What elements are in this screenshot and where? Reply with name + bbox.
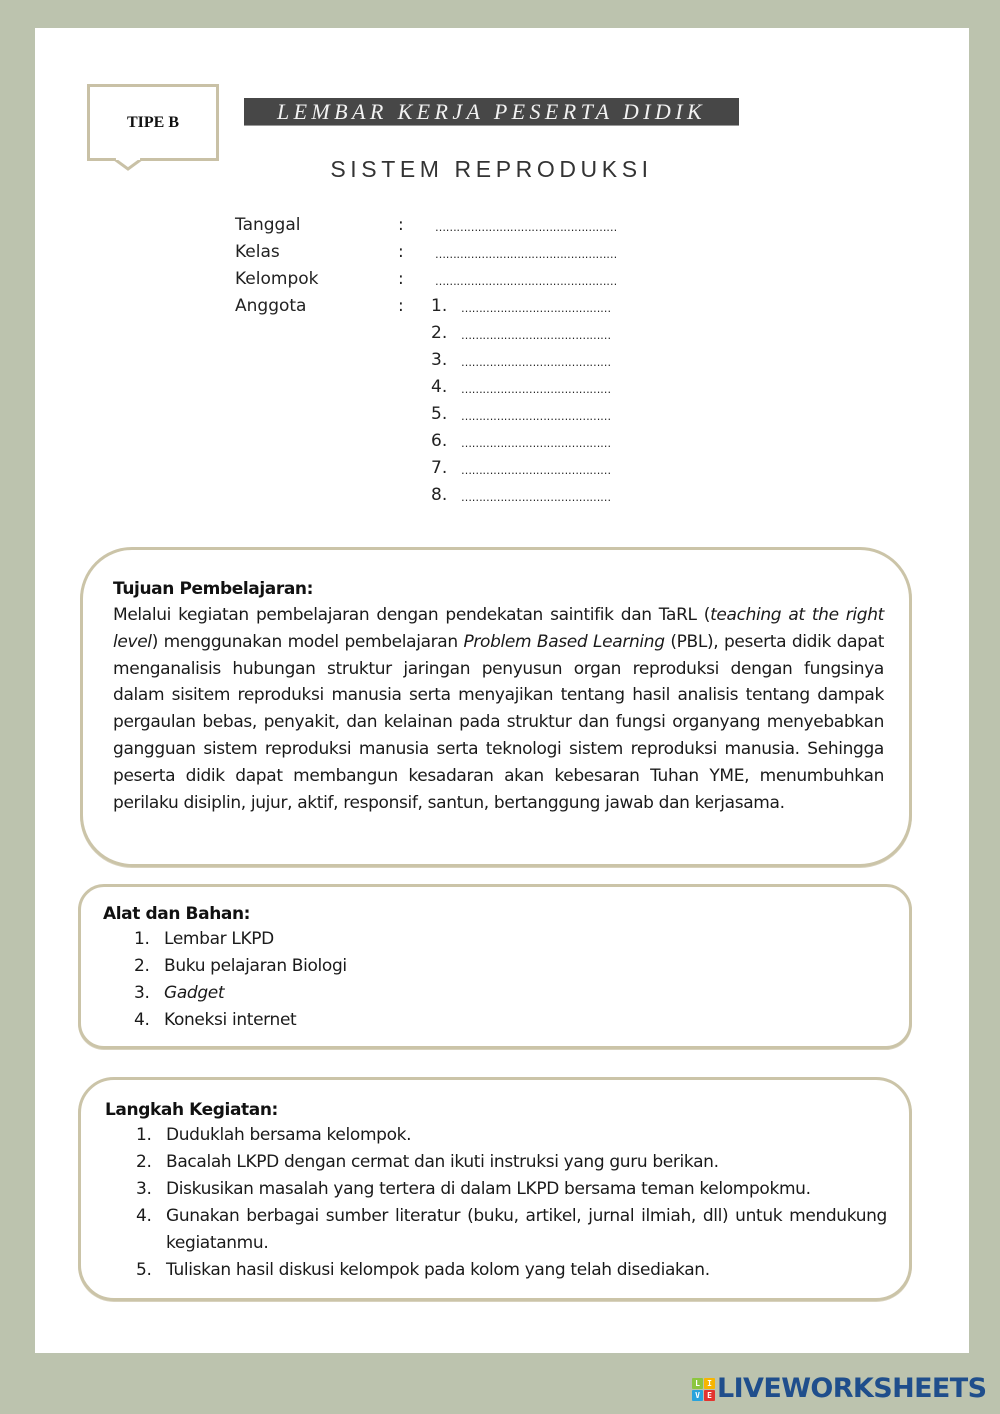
list-number: 3. xyxy=(136,1179,152,1199)
list-number: 4. xyxy=(134,1010,150,1030)
list-number: 1. xyxy=(134,929,150,949)
text-segment: (PBL), peserta didik dapat menganalisis hubungan struktur jaringan penyusun organ reproduksi dengan fungsinya dalam sisitem reproduksi manusia serta menyajikan tentang hasil analisis tentang dampak pergaulan bebas, penyakit, dan kelainan pada struktur dan fungsi organyang menyebabkan gangguan sistem reproduksi manusia serta teknologi sistem reproduksi manusia. Sehingga peserta didik dapat membangun kesadaran akan kebesaran Tuhan YME, menumbuhkan perilaku disiplin, jujur, aktif, responsif, santun, bertanggung jawab dan kerjasama. xyxy=(113,631,885,813)
field-colon: : xyxy=(398,269,404,289)
text-segment: Melalui kegiatan pembelajaran dengan pendekatan saintifik dan TaRL ( xyxy=(113,605,711,625)
member-number: 1. xyxy=(431,296,448,316)
member-input-line[interactable]: …………………………………… xyxy=(461,410,611,423)
learning-objectives-text xyxy=(113,602,884,816)
member-input-line[interactable]: …………………………………… xyxy=(461,329,611,342)
kelas-input-line[interactable]: …………………………………………… xyxy=(435,248,617,261)
list-number: 5. xyxy=(136,1260,152,1280)
list-item xyxy=(103,1007,889,1034)
text-segment: ) menggunakan model pembelajaran xyxy=(151,631,464,652)
tools-materials-list xyxy=(103,926,889,1034)
member-row xyxy=(235,347,685,374)
type-tag xyxy=(87,84,219,161)
list-item xyxy=(103,953,889,980)
list-number: 2. xyxy=(134,956,150,976)
list-text: Duduklah bersama kelompok. xyxy=(166,1125,412,1145)
member-number: 4. xyxy=(431,377,448,397)
field-label: Tanggal xyxy=(235,215,301,235)
list-item xyxy=(105,1257,887,1284)
member-number: 7. xyxy=(431,458,448,478)
member-number: 8. xyxy=(431,485,448,505)
live-icon xyxy=(692,1378,715,1401)
field-colon: : xyxy=(398,242,404,262)
member-row xyxy=(235,455,685,482)
list-item xyxy=(103,926,889,953)
text-segment-italic: teaching at the right level xyxy=(113,605,884,652)
field-colon: : xyxy=(398,215,404,235)
list-number: 4. xyxy=(136,1206,152,1226)
member-input-line[interactable]: …………………………………… xyxy=(461,437,611,450)
list-item xyxy=(103,980,889,1007)
tools-materials-box xyxy=(78,884,912,1049)
list-text: Buku pelajaran Biologi xyxy=(164,956,347,976)
list-item xyxy=(105,1149,887,1176)
member-number: 6. xyxy=(431,431,448,451)
tanggal-input-line[interactable]: …………………………………………… xyxy=(435,221,617,234)
logo-cell: L xyxy=(692,1378,703,1389)
list-text: Diskusikan masalah yang tertera di dalam LKPD bersama teman kelompokmu. xyxy=(166,1179,811,1199)
field-colon: : xyxy=(398,296,404,316)
list-text: Bacalah LKPD dengan cermat dan ikuti instruksi yang guru berikan. xyxy=(166,1152,719,1172)
list-item xyxy=(105,1203,887,1257)
logo-wordmark: LIVEWORKSHEETS xyxy=(717,1373,987,1404)
list-text: Tuliskan hasil diskusi kelompok pada kolom yang telah disediakan. xyxy=(166,1260,710,1280)
member-row xyxy=(235,320,685,347)
list-number: 3. xyxy=(134,983,150,1003)
member-number: 5. xyxy=(431,404,448,424)
member-row xyxy=(235,374,685,401)
field-anggota xyxy=(235,293,685,320)
list-number: 2. xyxy=(136,1152,152,1172)
field-kelompok xyxy=(235,266,685,293)
field-kelas xyxy=(235,239,685,266)
member-input-line[interactable]: …………………………………… xyxy=(461,302,611,315)
page-subtitle: SISTEM REPRODUKSI xyxy=(330,156,653,182)
list-number: 1. xyxy=(136,1125,152,1145)
learning-objectives-box xyxy=(80,547,912,867)
member-row xyxy=(235,482,685,509)
member-input-line[interactable]: …………………………………… xyxy=(461,464,611,477)
member-row xyxy=(235,401,685,428)
learning-objectives-heading: Tujuan Pembelajaran: xyxy=(113,579,314,599)
activity-steps-list xyxy=(105,1122,887,1284)
liveworksheets-logo xyxy=(692,1375,986,1403)
type-tag-label: TIPE B xyxy=(126,113,179,131)
list-text: Koneksi internet xyxy=(164,1010,297,1030)
member-input-line[interactable]: …………………………………… xyxy=(461,356,611,369)
text-segment-italic: Problem Based Learning xyxy=(463,631,665,652)
list-text: Lembar LKPD xyxy=(164,929,274,949)
list-item xyxy=(105,1122,887,1149)
list-text: Gadget xyxy=(164,983,225,1003)
kelompok-input-line[interactable]: …………………………………………… xyxy=(435,275,617,288)
logo-cell: V xyxy=(692,1390,703,1401)
member-number: 2. xyxy=(431,323,448,343)
member-number: 3. xyxy=(431,350,448,370)
field-label: Kelas xyxy=(235,242,280,262)
activity-steps-box xyxy=(78,1077,912,1301)
logo-cell: I xyxy=(704,1378,715,1389)
field-label: Anggota xyxy=(235,296,307,316)
list-text: Gunakan berbagai sumber literatur (buku, artikel, jurnal ilmiah, dll) untuk mendukung kegiatanmu. xyxy=(166,1206,887,1253)
identity-fields xyxy=(235,212,685,509)
title-banner xyxy=(244,98,739,126)
member-input-line[interactable]: …………………………………… xyxy=(461,383,611,396)
member-input-line[interactable]: …………………………………… xyxy=(461,491,611,504)
tools-materials-heading: Alat dan Bahan: xyxy=(103,904,251,924)
activity-steps-heading: Langkah Kegiatan: xyxy=(105,1100,278,1120)
member-row xyxy=(235,428,685,455)
field-tanggal xyxy=(235,212,685,239)
page-title: LEMBAR KERJA PESERTA DIDIK xyxy=(276,98,707,124)
logo-cell: E xyxy=(704,1390,715,1401)
field-label: Kelompok xyxy=(235,269,319,289)
list-item xyxy=(105,1176,887,1203)
